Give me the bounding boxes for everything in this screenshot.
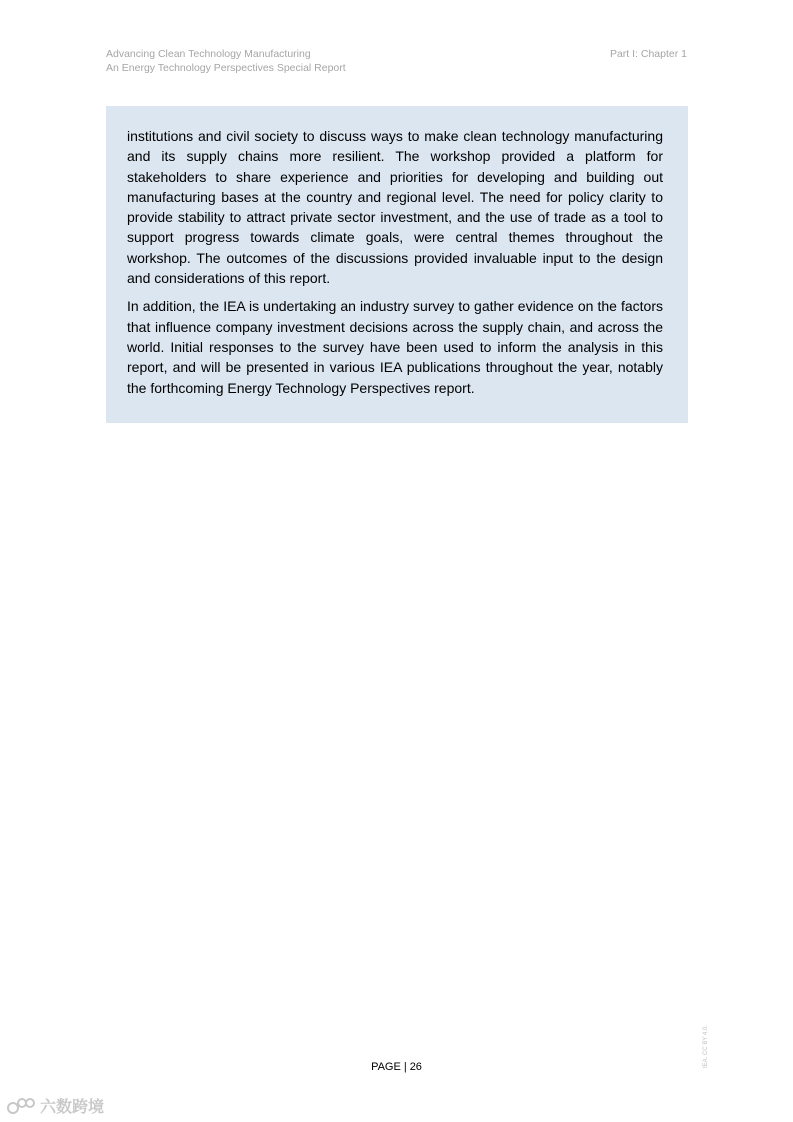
- box-paragraph: institutions and civil society to discuss ways to make clean technology manufacturing and its supply chains more resilient. The workshop provided a platform for stakeholders to share experience and priorities for developing and building out manufacturing bases at the country and regional level. The need for policy clarity to provide stability to attract private sector investment, and the use of trade as a tool to support progress towards climate goals, were central themes throughout the workshop. The outcomes of the discussions provided invaluable input to the design and considerations of this report.: [127, 128, 663, 287]
- header-title-line2: An Energy Technology Perspectives Special Report: [106, 62, 346, 74]
- watermark-text: 六数跨境: [40, 1099, 105, 1116]
- running-header-right: [610, 47, 687, 61]
- page-separator: |: [403, 1061, 407, 1073]
- running-header-left: [106, 47, 346, 75]
- watermark-logo-icon: [6, 1095, 36, 1117]
- box-paragraph: In addition, the IEA is undertaking an industry survey to gather evidence on the factors that influence company investment decisions across the supply chain, and across the world. Initial responses to the survey have been used to inform the analysis in this report, and will be presented in various IEA publications throughout the year, notably the forthcoming Energy Technology Perspectives report.: [127, 298, 663, 396]
- license-note: IEA. CC BY 4.0.: [703, 1025, 709, 1068]
- page-number: 26: [409, 1061, 422, 1073]
- page-label: PAGE: [371, 1061, 401, 1073]
- page-footer: [0, 1061, 793, 1073]
- header-title-line1: Advancing Clean Technology Manufacturing: [106, 48, 311, 60]
- watermark: [6, 1094, 104, 1117]
- header-section: Part I: Chapter 1: [609, 48, 687, 60]
- shaded-text-box: [106, 106, 688, 423]
